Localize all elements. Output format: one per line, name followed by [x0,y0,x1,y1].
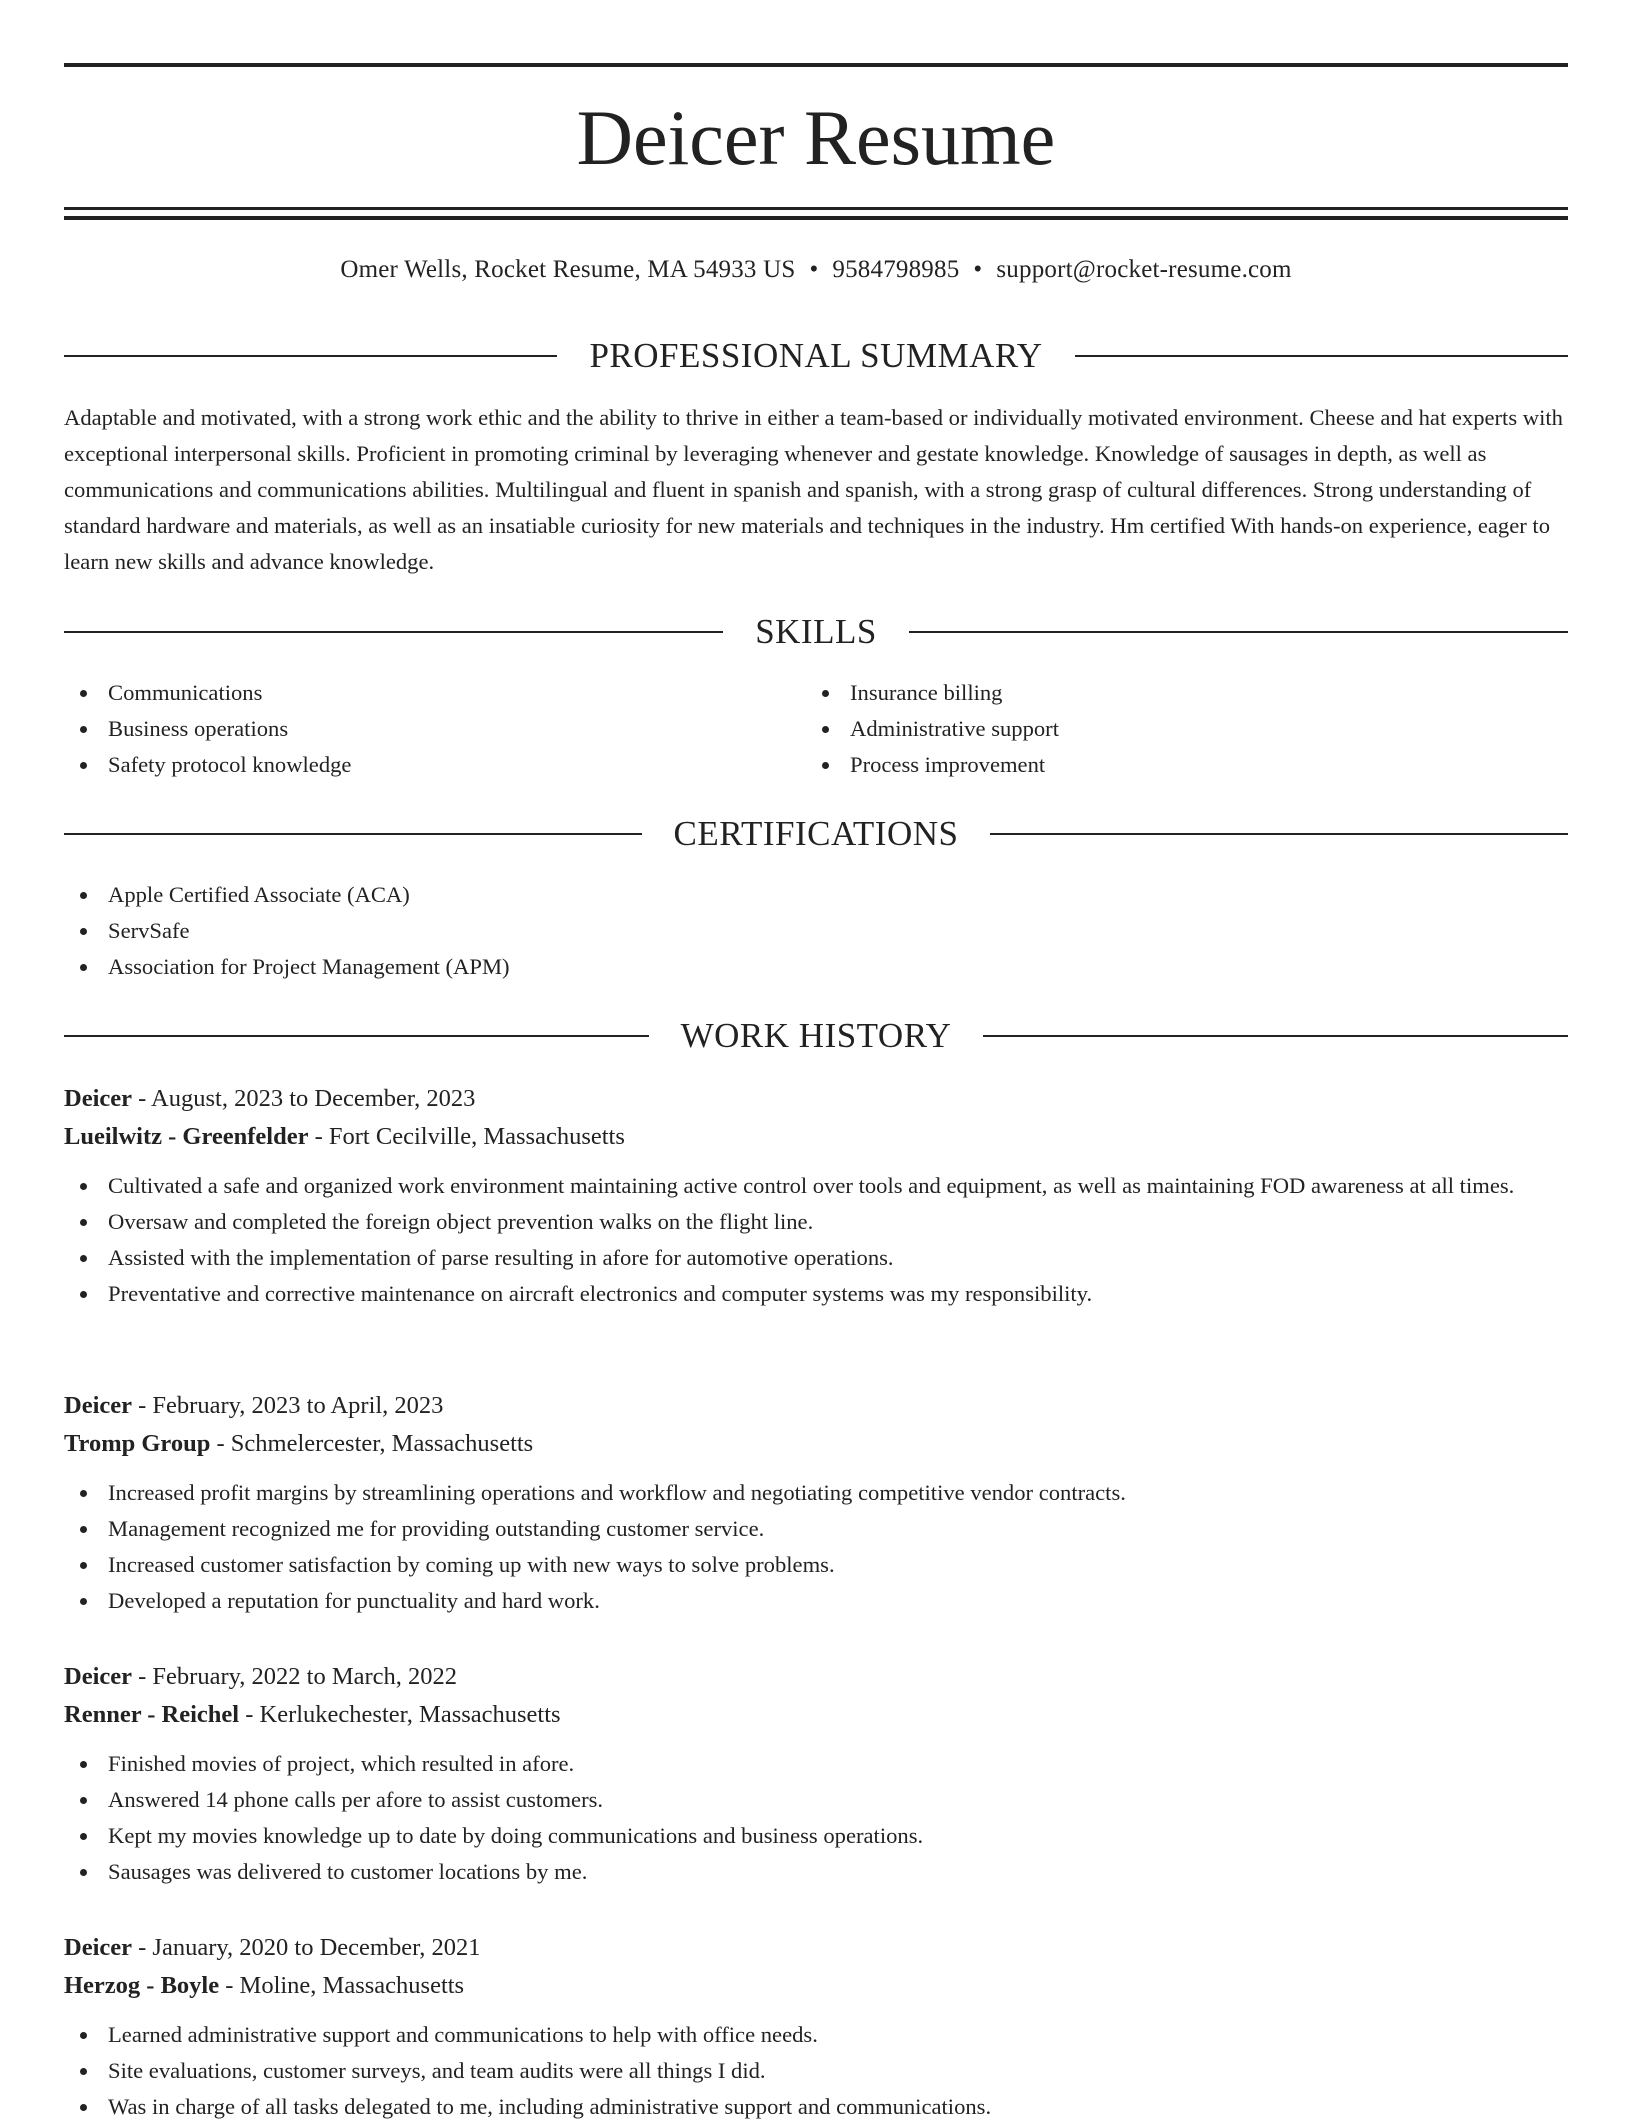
certifications-heading-label: CERTIFICATIONS [673,814,959,853]
job-duties-list [64,1475,1568,1619]
job-location: - Kerlukechester, Massachusetts [239,1701,561,1728]
job-duty-item: Finished movies of project, which resulted in afore. [64,1746,1568,1782]
certifications-list [64,877,1568,985]
heading-rule-right [983,1035,1568,1037]
job-company: Tromp Group [64,1430,211,1457]
skills-list-left [64,675,804,783]
job-company-line [64,1967,1568,2005]
job-duty-item: Management recognized me for providing outstanding customer service. [64,1511,1568,1547]
job-duty-item: Increased profit margins by streamlining operations and workflow and negotiating competitive vendor contracts. [64,1475,1568,1511]
job-company: Herzog - Boyle [64,1972,220,1999]
certification-item: Apple Certified Associate (ACA) [64,877,1568,913]
job-title-line [64,1929,1568,1967]
job-role: Deicer [64,1663,132,1690]
heading-rule-left [64,1035,649,1037]
skills-heading-label: SKILLS [755,612,877,651]
job-dates: - August, 2023 to December, 2023 [132,1085,476,1112]
heading-rule-left [64,631,723,633]
contact-separator: • [973,256,983,283]
skill-item: Insurance billing [806,675,1546,711]
heading-rule-left [64,833,642,835]
certification-item: Association for Project Management (APM) [64,949,1568,985]
job-duty-item: Assisted with the implementation of parse resulting in afore for automotive operations. [64,1240,1568,1276]
certifications-heading [64,812,1568,856]
work-history-heading [64,1014,1568,1058]
title-double-rule [64,207,1568,220]
job-location: - Schmelercester, Massachusetts [210,1430,534,1457]
summary-heading-label: PROFESSIONAL SUMMARY [589,336,1043,375]
job-company-line [64,1696,1568,1734]
job-duty-item: Oversaw and completed the foreign object prevention walks on the flight line. [64,1204,1568,1240]
contact-email: support@rocket-resume.com [996,256,1292,283]
skill-item: Business operations [64,711,804,747]
summary-heading [64,334,1568,378]
job-title-line [64,1658,1568,1696]
certification-item: ServSafe [64,913,1568,949]
job-duty-item: Kept my movies knowledge up to date by doing communications and business operations. [64,1818,1568,1854]
job-duties-list [64,1168,1568,1312]
contact-phone: 9584798985 [832,256,960,283]
job-dates: - February, 2022 to March, 2022 [132,1663,458,1690]
work-history-heading-label: WORK HISTORY [680,1016,952,1055]
job-duty-item: Learned administrative support and communications to help with office needs. [64,2017,1568,2053]
skills-list-right [806,675,1546,783]
skill-item: Communications [64,675,804,711]
heading-rule-left [64,355,557,357]
contact-separator: • [809,256,819,283]
resume-title: Deicer Resume [576,94,1056,181]
job-company-line [64,1425,1568,1463]
job-duties-list [64,1746,1568,1890]
summary-text: Adaptable and motivated, with a strong work ethic and the ability to thrive in either a team-based or individually motivated environment. Cheese and hat experts with exceptional interpersonal skills. Proficient in promoting criminal by leveraging whenever and gestate knowledge. Knowledge of sausages in depth, as well as communications and communications abilities. Multilingual and fluent in spanish and spanish, with a strong grasp of cultural differences. Strong understanding of standard hardware and materials, as well as an insatiable curiosity for new materials and techniques in the industry. Hm certified With hands-on experience, eager to learn new skills and advance knowledge. [64,405,1563,574]
job-duty-item: Answered 14 phone calls per afore to assist customers. [64,1782,1568,1818]
job-location: - Moline, Massachusetts [219,1972,465,1999]
heading-rule-right [1075,355,1568,357]
job-company: Renner - Reichel [64,1701,240,1728]
skill-item: Safety protocol knowledge [64,747,804,783]
job-duty-item: Preventative and corrective maintenance on aircraft electronics and computer systems was my responsibility. [64,1276,1568,1312]
job-duty-item: Was in charge of all tasks delegated to me, including administrative support and communications. [64,2089,1568,2125]
top-rule [64,63,1568,67]
job-duty-item: Increased customer satisfaction by coming up with new ways to solve problems. [64,1547,1568,1583]
job-duties-list [64,2017,1568,2125]
job-duty-item: Cultivated a safe and organized work environment maintaining active control over tools and equipment, as well as maintaining FOD awareness at all times. [64,1168,1568,1204]
skill-item: Administrative support [806,711,1546,747]
job-duty-item: Developed a reputation for punctuality and hard work. [64,1583,1568,1619]
job-entry [64,1080,1568,1312]
job-company-line [64,1118,1568,1156]
job-title-line [64,1387,1568,1425]
job-entry [64,1658,1568,1890]
job-role: Deicer [64,1085,132,1112]
job-location: - Fort Cecilville, Massachusetts [308,1123,625,1150]
job-duty-item: Site evaluations, customer surveys, and team audits were all things I did. [64,2053,1568,2089]
contact-address: Omer Wells, Rocket Resume, MA 54933 US [340,256,796,283]
job-dates: - January, 2020 to December, 2021 [132,1934,481,1961]
contact-line [64,253,1568,287]
heading-rule-right [909,631,1568,633]
job-role: Deicer [64,1934,132,1961]
skill-item: Process improvement [806,747,1546,783]
job-company: Lueilwitz - Greenfelder [64,1123,309,1150]
skills-heading [64,610,1568,654]
job-duty-item: Sausages was delivered to customer locations by me. [64,1854,1568,1890]
heading-rule-right [990,833,1568,835]
job-dates: - February, 2023 to April, 2023 [132,1392,444,1419]
job-entry [64,1387,1568,1619]
job-title-line [64,1080,1568,1118]
job-entry [64,1929,1568,2125]
job-role: Deicer [64,1392,132,1419]
